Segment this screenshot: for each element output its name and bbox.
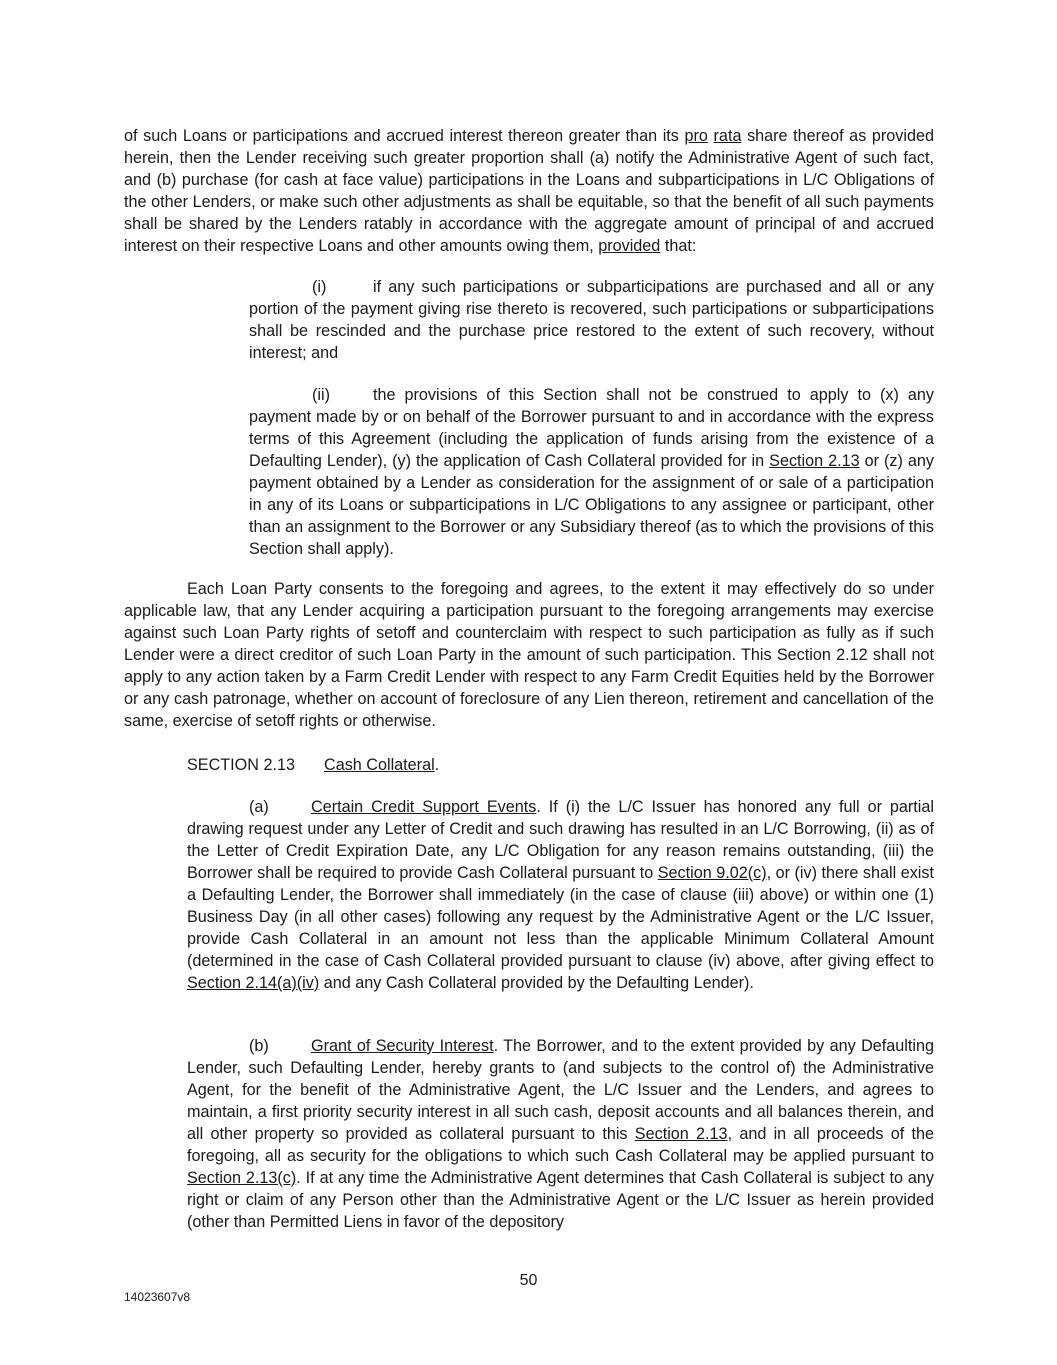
paragraph-pro-rata-sharing: of such Loans or participations and accrued interest thereon greater than its pro rata share thereof as provided herein, then the Lender receiving such greater proportion shall (a) notify the Administrative Agent of such fact, and (b) purchase (for cash at face value) participations in the Loans and subparticipations in L/C Obligations of the other Lenders, or make such other adjustments as shall be equitable, so that the benefit of all such payments shall be shared by the Lenders ratably in accordance with the aggregate amount of principal of and accrued interest on their respective Loans and other amounts owing them, provided that:	[124, 127, 934, 255]
clause-i	[249, 276, 934, 364]
term-rata: rata	[713, 127, 742, 145]
clause-i-label: (i)	[312, 278, 327, 296]
clause-ii: (ii) the provisions of this Section shall not be construed to apply to (x) any payment made by or on behalf of the Borrower pursuant to and in accordance with the express terms of this Agreement (including the application of funds arising from the existence of a Defaulting Lender), (y) the application of Cash Collateral provided for in Section 2.13 or (z) any payment obtained by a Lender as consideration for the assignment of or sale of a participation in any of its Loans or subparticipations in L/C Obligations to any assignee or participant, other than an assignment to the Borrower or any Subsidiary thereof (as to which the provisions of this Section shall apply).	[249, 386, 934, 558]
subsection-b-label: (b)	[249, 1037, 269, 1055]
subsection-a-label: (a)	[249, 798, 269, 816]
section-heading: SECTION 2.13 Cash Collateral.	[187, 756, 440, 774]
section-number: SECTION 2.13	[187, 756, 295, 774]
term-pro: pro	[684, 127, 708, 145]
section-2-14a-iv-reference: Section 2.14(a)(iv)	[187, 974, 320, 992]
clause-i-text: if any such participations or subparticipations are purchased and all or any portion of the payment giving rise thereto is recovered, such participations or subparticipations shall be rescinded and the purchase price restored to the extent of such recovery, without interest; and	[249, 278, 934, 362]
section-2-13c-reference: Section 2.13(c)	[187, 1169, 297, 1187]
section-2-13-reference: Section 2.13	[634, 1125, 728, 1143]
subsection-b-heading: Grant of Security Interest	[311, 1037, 494, 1055]
subsection-b: (b) Grant of Security Interest. The Borrower, and to the extent provided by any Defaulting Lender, such Defaulting Lender, hereby grants to (and subjects to the control of) the Administrative Agent, for the benefit of the Administrative Agent, the L/C Issuer and the Lenders, and agrees to maintain, a first priority security interest in all such cash, deposit accounts and all balances therein, and all other property so provided as collateral pursuant to this Section 2.13, and in all proceeds of the foregoing, all as security for the obligations to which such Cash Collateral may be applied pursuant to Section 2.13(c). If at any time the Administrative Agent determines that Cash Collateral is subject to any right or claim of any Person other than the Administrative Agent or the L/C Issuer as herein provided (other than Permitted Liens in favor of the depository	[187, 1037, 934, 1231]
term-provided: provided	[598, 237, 661, 255]
subsection-a: (a) Certain Credit Support Events. If (i) the L/C Issuer has honored any full or partial drawing request under any Letter of Credit and such drawing has resulted in an L/C Borrowing, (ii) as of the Letter of Credit Expiration Date, any L/C Obligation for any reason remains outstanding, (iii) the Borrower shall be required to provide Cash Collateral pursuant to Section 9.02(c), or (iv) there shall exist a Defaulting Lender, the Borrower shall immediately (in the case of clause (iii) above) or within one (1) Business Day (in all other cases) following any request by the Administrative Agent or the L/C Issuer, provide Cash Collateral in an amount not less than the applicable Minimum Collateral Amount (determined in the case of Cash Collateral provided pursuant to clause (iv) above, after giving effect to Section 2.14(a)(iv) and any Cash Collateral provided by the Defaulting Lender).	[187, 798, 934, 992]
paragraph-loan-party-consent: Each Loan Party consents to the foregoing and agrees, to the extent it may effectively do so under applicable law, that any Lender acquiring a participation pursuant to the foregoing arrangements may exercise against such Loan Party rights of setoff and counterclaim with respect to such participation as fully as if such Lender were a direct creditor of such Loan Party in the amount of such participation. This Section 2.12 shall not apply to any action taken by a Farm Credit Lender with respect to any Farm Credit Equities held by the Borrower or any cash patronage, whether on account of foreclosure of any Lien thereon, retirement and cancellation of the same, exercise of setoff rights or otherwise.	[124, 580, 934, 730]
section-title: Cash Collateral	[324, 756, 435, 774]
subsection-a-heading: Certain Credit Support Events	[311, 798, 537, 816]
section-2-13-reference: Section 2.13	[769, 452, 860, 470]
section-9-02c-reference: Section 9.02(c)	[657, 864, 767, 882]
page-number: 50	[519, 1272, 538, 1289]
document-id: 14023607v8	[124, 1290, 191, 1304]
clause-ii-label: (ii)	[312, 386, 330, 404]
